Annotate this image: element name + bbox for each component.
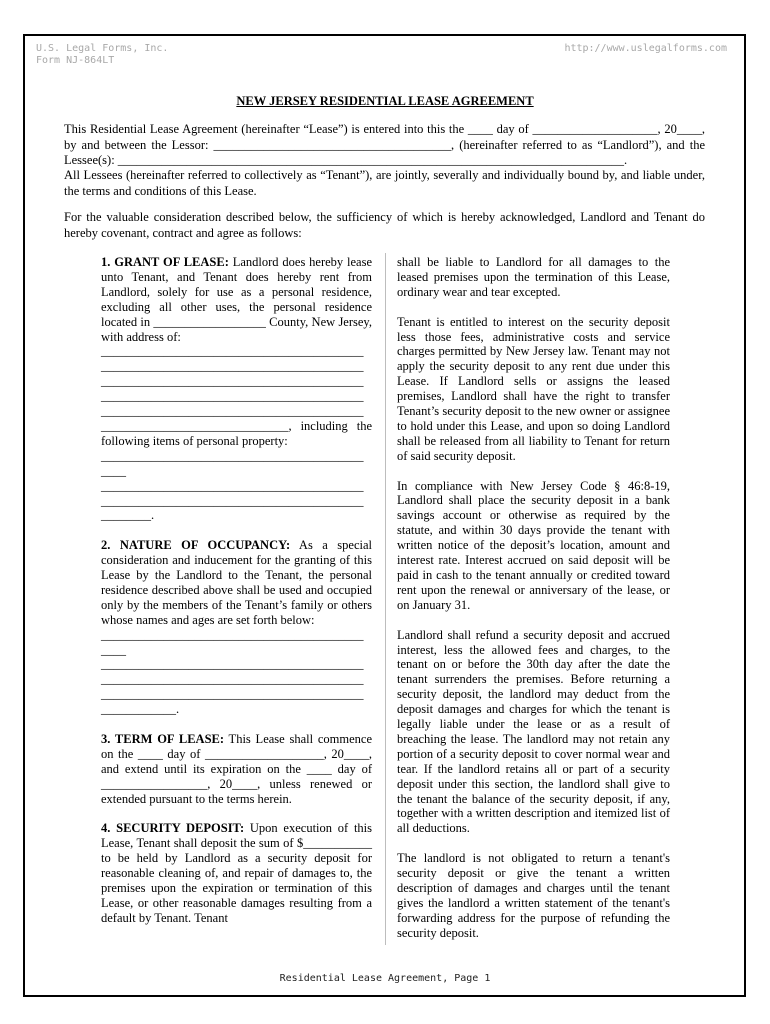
occupant-line: __________________________________________ [101,627,364,642]
occupant-line: ____ [101,642,126,657]
deposit-refund-paragraph: Landlord shall refund a security deposit and accrued interest, less the allowed fees and charges, to the tenant on or before the 30th day after the date the tenant surrenders the premises. Before returning a security deposit, the landlord may deduct from the deposit damages and charges for which the tenant is legally liable under the lease or as a result of breaching the lease. The landlord may not retain any portion of a security deposit to cover normal wear and tear. If the landlord retains all or part of a security deposit under this section, the landlord shall give to the tenant the balance of the security deposit, if any, together with a written description and itemized list of all deductions. [397,627,670,836]
address-line: __________________________________________ [101,344,364,359]
right-column [397,255,670,956]
deposit-compliance-paragraph: In compliance with New Jersey Code § 46:8-19, Landlord shall place the security deposit in a bank savings account or otherwise as required by the statute, and within 30 days provide the tenant with written notice of the deposit’s location, amount and interest rate. Interest accrued on said deposit will be paid in cash to the tenant annually or credited toward rent upon the renewal or anniversary of the lease, or on January 31. [397,478,670,612]
page-footer: Residential Lease Agreement, Page 1 [279,973,491,984]
property-line: __________________________________________ [101,493,364,508]
deposit-interest-paragraph: Tenant is entitled to interest on the security deposit less those fees, administrative costs and service charges permitted by New Jersey law. Tenant may not apply the security deposit to any rent due under this Lease. If Landlord sells or assigns the leased premises, Landlord shall have the right to transfer Tenant’s security deposit to the new owner or assignee to hold under this Lease, and upon so doing Landlord shall be released from all liability to Tenant for return of said security deposit. [397,314,670,463]
property-line: __________________________________________ [101,448,364,463]
address-line: __________________________________________ [101,374,364,389]
address-line: __________________________________________ [101,389,364,404]
property-line: ____ [101,463,126,478]
property-line: ________. [101,508,155,523]
document-title: NEW JERSEY RESIDENTIAL LEASE AGREEMENT [236,94,534,108]
intro-parties: This Residential Lease Agreement (hereinafter “Lease”) is entered into this the ____ day of ____________________, 20____, by and between the Lessor: ______________________________________, (hereinafter referred to as “Landlord”), and the Lessee(s): _________________________________________________________________________________. [64,122,705,167]
occupant-line: __________________________________________ [101,657,364,672]
occupant-line: __________________________________________ [101,672,364,687]
address-line: __________________________________________ [101,359,364,374]
address-line: __________________________________________ [101,404,364,419]
watermark-url[interactable]: http://www.uslegalforms.com [564,43,727,54]
intro-lessees: All Lessees (hereinafter referred to collectively as “Tenant”), are jointly, severally and individually bound by, and liable under, the terms and conditions of this Lease. [64,168,705,198]
deposit-liability-paragraph: shall be liable to Landlord for all damages to the leased premises upon the termination of this Lease, ordinary wear and tear excepted. [397,255,670,299]
left-column [101,255,372,941]
occupant-line: __________________________________________ [101,687,364,702]
property-line: __________________________________________ [101,478,364,493]
watermark-header-left [36,43,168,67]
company-name: U.S. Legal Forms, Inc. [36,43,169,54]
term-body: This Lease shall commence on the ____ day of ___________________, 20____, and extend until its expiration on the ____ day of _________________, 20____, unless renewed or extended pursuant to the terms herein. [101,731,372,806]
form-id: Form NJ-864LT [36,55,115,66]
term-of-lease-section [101,732,372,807]
grant-body: Landlord does hereby lease unto Tenant, and Tenant does hereby rent from Landlord, solely for use as a personal residence, excluding all other uses, the personal residence located in __________________ County, New Jersey, with address of: [101,255,372,344]
occupancy-heading: 2. NATURE OF OCCUPANCY: [101,538,291,553]
deposit-body: Upon execution of this Lease, Tenant shall deposit the sum of $___________ to be held by Landlord as a security deposit for reasonable cleaning of, and repair of damages to, the premises upon the expiration or termination of this Lease, or other reasonable damages resulting from a default by Tenant. Tenant [101,821,373,925]
term-heading: 3. TERM OF LEASE: [101,731,225,746]
occupant-line: ____________. [101,702,180,717]
occupancy-body: As a special consideration and inducement for the granting of this Lease by the Landlord to the Tenant, the personal residence described above shall be used and occupied only by the members of the Tenant’s family or others whose names and ages are set forth below: [101,538,372,627]
grant-heading: 1. GRANT OF LEASE: [101,255,229,269]
column-divider [385,253,386,945]
security-deposit-section [101,821,372,925]
grant-of-lease-section [101,255,372,523]
deposit-heading: 4. SECURITY DEPOSIT: [101,821,245,836]
nature-of-occupancy-section [101,538,372,717]
deposit-address-paragraph: The landlord is not obligated to return a tenant's security deposit or give the tenant a written description of damages and charges until the tenant gives the landlord a written statement of the tenant's forwarding address for the purpose of refunding the security deposit. [397,851,670,940]
personal-property-intro: ______________________________, including the following items of personal property: [101,418,372,448]
intro-consideration: For the valuable consideration described below, the sufficiency of which is hereby acknowledged, Landlord and Tenant do hereby covenant, contract and agree as follows: [64,210,705,240]
